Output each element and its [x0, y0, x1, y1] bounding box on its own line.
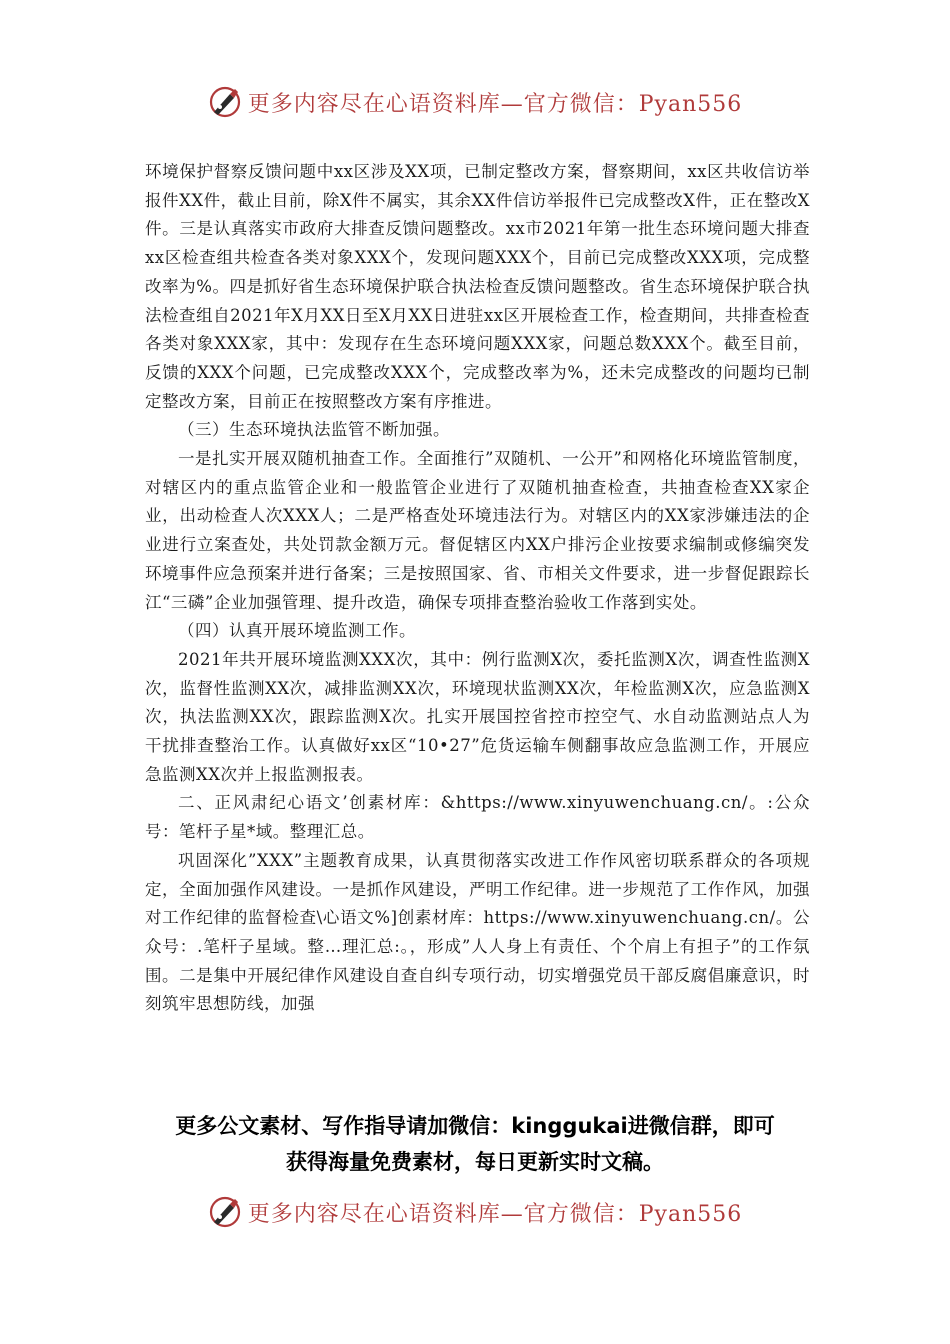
document-body — [145, 158, 810, 1019]
header-banner-text: 更多内容尽在心语资料库—官方微信：Pyan556 — [247, 91, 743, 117]
header-watermark-banner — [0, 80, 950, 124]
section-heading-discipline: 二、正风肃纪心语文’创素材库：&https://www.xinyuwenchuang.cn/。:公众号：笔杆子星*域。整理汇总。 — [145, 793, 810, 842]
footer-watermark-banner — [0, 1190, 950, 1234]
footer-banner-text: 更多内容尽在心语资料库—官方微信：Pyan556 — [247, 1201, 743, 1227]
paragraph-enforcement: 一是扎实开展双随机抽查工作。全面推行”双随机、一公开”和网格化环境监管制度，对辖区内的重点监管企业和一般监管企业进行了双随机抽查检查，共抽查检查XX家企业，出动检查人次XXX人；二是严格查处环境违法行为。对辖区内的XX家涉嫌违法的企业进行立案查处，共处罚款金额万元。督促辖区内XX户排污企业按要求编制或修编突发环境事件应急预案并进行备案；三是按照国家、省、市相关文件要求，进一步督促跟踪长江“三磷”企业加强管理、提升改造，确保专项排查整治验收工作落到实处。 — [145, 449, 810, 612]
section-heading-enforcement: （三）生态环境执法监管不断加强。 — [178, 420, 450, 440]
footer-notice-line-1: 更多公文素材、写作指导请加微信：kinggukai进微信群，即可 — [175, 1114, 775, 1138]
paragraph-environment-rectification: 环境保护督察反馈问题中xx区涉及XX项，已制定整改方案，督察期间，xx区共收信访举报件XX件，截止目前，除X件不属实，其余XX件信访举报件已完成整改X件，正在整改X件。三是认真落实市政府大排查反馈问题整改。xx市2021年第一批生态环境问题大排查xx区检查组共检查各类对象XXX个，发现问题XXX个，目前已完成整改XXX项，完成整改率为%。四是抓好省生态环境保护联合执法检查反馈问题整改。省生态环境保护联合执法检查组自2021年X月XX日至X月XX日进驻xx区开展检查工作，检查期间，共排查检查各类对象XXX家，其中：发现存在生态环境问题XXX家，问题总数XXX个。截至目前，反馈的XXX个问题，已完成整改XXX个，完成整改率为%，还未完成整改的问题均已制定整改方案，目前正在按照整改方案有序推进。 — [145, 162, 810, 411]
section-heading-monitoring: （四）认真开展环境监测工作。 — [178, 621, 416, 641]
paragraph-discipline: 巩固深化”XXX”主题教育成果，认真贯彻落实改进工作作风密切联系群众的各项规定，全面加强作风建设。一是抓作风建设，严明工作纪律。进一步规范了工作作风，加强对工作纪律的监督检查\心语文%]创素材库：https://www.xinyuwenchuang.cn/。公众号：.笔杆子星域。整…理汇总:。，形成”人人身上有责任、个个肩上有担子”的工作氛围。二是集中开展纪律作风建设自查自纠专项行动，切实增强党员干部反腐倡廉意识，时刻筑牢思想防线，加强 — [145, 850, 810, 1014]
paragraph-monitoring: 2021年共开展环境监测XXX次，其中：例行监测X次，委托监测X次，调查性监测X次，监督性监测XX次，减排监测XX次，环境现状监测XX次，年检监测X次，应急监测X次，执法监测XX次，跟踪监测X次。扎实开展国控省控市控空气、水自动监测站点人为干扰排查整治工作。认真做好xx区“10•27”危货运输车侧翻事故应急监测工作，开展应急监测XX次并上报监测报表。 — [145, 649, 810, 784]
footer-notice — [100, 1108, 850, 1180]
pen-nib-logo-icon — [208, 1195, 242, 1229]
pen-nib-logo-icon — [208, 85, 242, 119]
footer-notice-line-2: 获得海量免费素材，每日更新实时文稿。 — [286, 1150, 664, 1174]
